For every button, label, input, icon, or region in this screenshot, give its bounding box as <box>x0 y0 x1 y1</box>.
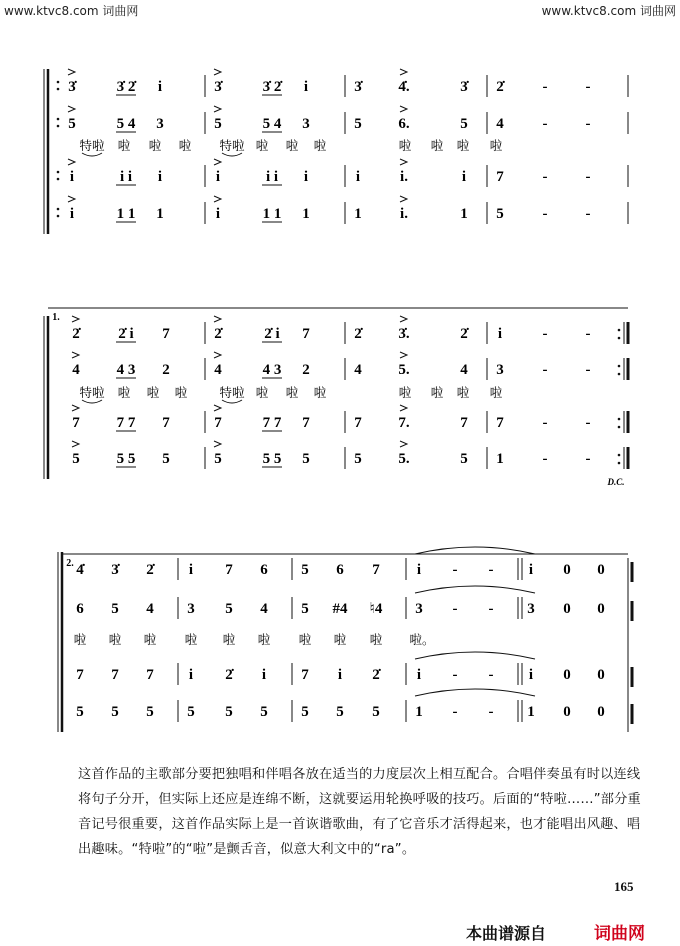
note: 5 <box>162 451 170 467</box>
note: 7 <box>72 415 80 431</box>
note: i <box>528 667 534 683</box>
repeat-dot <box>57 118 60 121</box>
note: 5 5 <box>262 451 282 467</box>
note: 5 <box>111 601 119 617</box>
note: 1 1 <box>116 206 136 222</box>
footer-brand-link[interactable]: 词曲网 <box>594 924 645 944</box>
lyric-syllable: 啦 <box>313 385 327 400</box>
note: 1 <box>460 206 468 222</box>
lyric-syllable: 啦 <box>257 632 271 647</box>
repeat-dot <box>618 365 621 368</box>
note: i <box>188 562 194 578</box>
note: 7 <box>496 169 504 185</box>
note: 0 <box>597 667 605 683</box>
note: 7 <box>111 667 119 683</box>
note: 3 <box>527 601 535 617</box>
note: 5 <box>68 116 76 132</box>
lyric-syllable: 啦 <box>184 632 198 647</box>
repeat-dot <box>57 215 60 218</box>
lyric-slur <box>82 400 102 403</box>
note: 0 <box>597 562 605 578</box>
lyric-slur <box>222 400 242 403</box>
note: - <box>585 169 591 185</box>
note: 7 <box>162 415 170 431</box>
note: 7 <box>162 326 170 342</box>
note: 5 <box>301 704 309 720</box>
repeat-dot <box>618 454 621 457</box>
tie-arc <box>415 689 535 696</box>
note: 7 <box>302 415 310 431</box>
note: 4 <box>214 362 222 378</box>
note: 0 <box>563 562 571 578</box>
volta-label: 2. <box>66 558 74 569</box>
note: - <box>542 169 548 185</box>
note: 7 <box>460 415 468 431</box>
note: 2̇ <box>372 667 380 683</box>
note: 3̇. <box>398 326 410 342</box>
note: - <box>542 79 548 95</box>
note: i <box>157 169 163 185</box>
note: - <box>585 415 591 431</box>
accent-mark <box>72 352 79 358</box>
note: i <box>303 169 309 185</box>
lyric-syllable: 啦 <box>73 632 87 647</box>
note: 5 <box>336 704 344 720</box>
accent-mark <box>400 441 407 447</box>
note: 7. <box>398 415 410 431</box>
lyric-syllable: 啦 <box>398 138 412 153</box>
lyric-syllable: 啦 <box>117 385 131 400</box>
lyric-syllable: 啦 <box>255 138 269 153</box>
note: 5 <box>354 116 362 132</box>
note: i <box>461 169 467 185</box>
note: 2̇ i <box>118 326 134 342</box>
note: 0 <box>563 601 571 617</box>
note: i <box>69 169 75 185</box>
note: 3 <box>187 601 195 617</box>
lyric-syllable: 啦 <box>456 385 470 400</box>
note: 5 <box>225 601 233 617</box>
note: 5 <box>146 704 154 720</box>
repeat-dot <box>57 81 60 84</box>
commentary-paragraph <box>78 762 648 862</box>
note: 4̇ <box>76 562 84 578</box>
note: 3̇ <box>111 562 119 578</box>
tie-arc <box>415 652 535 659</box>
note: 6. <box>398 116 410 132</box>
lyric-slur <box>82 153 102 156</box>
lyric-syllable: 啦 <box>313 138 327 153</box>
note: - <box>542 206 548 222</box>
accent-mark <box>214 441 221 447</box>
note: 3̇ 2̇ <box>262 79 282 95</box>
lyric-syllable: 啦 <box>456 138 470 153</box>
accent-mark <box>400 196 407 202</box>
note: 7 <box>372 562 380 578</box>
note: 1 <box>415 704 423 720</box>
note: 7 <box>354 415 362 431</box>
note: - <box>585 362 591 378</box>
note: i <box>157 79 163 95</box>
note: 4 <box>72 362 80 378</box>
lyric-syllable: 啦 <box>285 138 299 153</box>
note: 5 <box>302 451 310 467</box>
accent-mark <box>214 405 221 411</box>
accent-mark <box>400 106 407 112</box>
note: i <box>497 326 503 342</box>
note: 7 <box>302 326 310 342</box>
lyric-syllable: 啦 <box>148 138 162 153</box>
note: - <box>452 562 458 578</box>
note: 2̇ <box>460 326 468 342</box>
note: 5 <box>225 704 233 720</box>
lyric-syllable: 啦 <box>222 632 236 647</box>
lyric-syllable: 特啦 <box>79 138 105 153</box>
note: 5 <box>372 704 380 720</box>
note: 5 <box>460 116 468 132</box>
footer-source-label: 本曲谱源自 <box>466 924 547 943</box>
note: - <box>542 326 548 342</box>
note: #4 <box>332 601 348 617</box>
note: i <box>528 562 534 578</box>
note: 1 1 <box>262 206 282 222</box>
note: 0 <box>563 667 571 683</box>
note: 3̇ <box>460 79 468 95</box>
repeat-dot <box>57 125 60 128</box>
note: 1 <box>302 206 310 222</box>
note: 2̇ <box>225 667 233 683</box>
note: 4 <box>354 362 362 378</box>
note: i <box>261 667 267 683</box>
note: 4 <box>260 601 268 617</box>
note: 3 <box>496 362 504 378</box>
note: 1 <box>354 206 362 222</box>
accent-mark <box>68 69 75 75</box>
note: 7 7 <box>116 415 136 431</box>
lyric-syllable: 啦 <box>489 385 503 400</box>
lyric-syllable: 特啦 <box>79 385 105 400</box>
page-number: 165 <box>614 879 634 894</box>
note: i. <box>400 206 408 222</box>
note: - <box>542 116 548 132</box>
note: - <box>585 206 591 222</box>
note: 1 <box>156 206 164 222</box>
note: - <box>452 667 458 683</box>
commentary-text: 这首作品的主歌部分要把独唱和伴唱各放在适当的力度层次上相互配合。合唱伴奏虽有时以连线将句子分开，但实际上还应是连绵不断，这就要运用轮换呼吸的技巧。后面的“特啦……”部分重音记号很重要，这首作品实际上是一首诙谐歌曲，有了它音乐才活得起来，也才能唱出风趣、唱出趣味。“特啦”的“啦”是颤舌音，似意大利文中的“ra”。 <box>78 767 641 857</box>
tie-arc <box>415 586 535 593</box>
note: 7 <box>214 415 222 431</box>
accent-mark <box>72 405 79 411</box>
lyric-syllable: 啦 <box>398 385 412 400</box>
note: 5. <box>398 362 410 378</box>
lyric-syllable: 啦。 <box>409 632 435 647</box>
lyric-syllable: 啦 <box>143 632 157 647</box>
accent-mark <box>214 106 221 112</box>
note: 2̇ i <box>264 326 280 342</box>
repeat-dot <box>57 178 60 181</box>
note: ♮4 <box>369 601 383 617</box>
note: 5 <box>301 562 309 578</box>
lyric-syllable: 啦 <box>430 138 444 153</box>
note: - <box>488 704 494 720</box>
note: 7 <box>496 415 504 431</box>
tie-arc <box>415 547 535 554</box>
note: i <box>355 169 361 185</box>
note: 3̇ <box>214 79 222 95</box>
accent-mark <box>400 159 407 165</box>
note: - <box>488 601 494 617</box>
note: 7 7 <box>262 415 282 431</box>
note: 5 <box>214 451 222 467</box>
note: - <box>585 116 591 132</box>
note: - <box>488 562 494 578</box>
lyric-syllable: 啦 <box>108 632 122 647</box>
note: 0 <box>597 601 605 617</box>
note: - <box>542 451 548 467</box>
note: 5 <box>496 206 504 222</box>
note: - <box>585 451 591 467</box>
repeat-dot <box>57 88 60 91</box>
accent-mark <box>68 159 75 165</box>
repeat-dot <box>618 373 621 376</box>
lyric-syllable: 啦 <box>489 138 503 153</box>
note: 6 <box>76 601 84 617</box>
note: 2̇ <box>354 326 362 342</box>
note: 4 3 <box>116 362 136 378</box>
note: i <box>303 79 309 95</box>
watermark-right: www.ktvc8.com 词曲网 <box>541 4 676 18</box>
note: 4 <box>460 362 468 378</box>
note: i <box>416 667 422 683</box>
note: - <box>452 704 458 720</box>
note: - <box>585 326 591 342</box>
accent-mark <box>214 69 221 75</box>
accent-mark <box>214 316 221 322</box>
note: - <box>585 79 591 95</box>
note: i <box>215 169 221 185</box>
note: 5 <box>260 704 268 720</box>
note: 0 <box>563 704 571 720</box>
note: 4̇. <box>398 79 410 95</box>
note: 7 <box>225 562 233 578</box>
note: 5 <box>354 451 362 467</box>
note: i i <box>265 169 279 185</box>
accent-mark <box>68 196 75 202</box>
accent-mark <box>400 316 407 322</box>
repeat-dot <box>618 462 621 465</box>
lyric-syllable: 啦 <box>298 632 312 647</box>
repeat-dot <box>57 171 60 174</box>
volta-label: 1. <box>52 312 60 323</box>
note: i <box>416 562 422 578</box>
note: 5 <box>214 116 222 132</box>
watermark-left: www.ktvc8.com 词曲网 <box>4 4 139 18</box>
repeat-dot <box>618 329 621 332</box>
accent-mark <box>400 405 407 411</box>
note: 2 <box>162 362 170 378</box>
note: 5 <box>301 601 309 617</box>
note: 3 <box>415 601 423 617</box>
note: 4 <box>496 116 504 132</box>
note: 1 <box>496 451 504 467</box>
note: 6 <box>260 562 268 578</box>
note: 5 5 <box>116 451 136 467</box>
lyric-syllable: 啦 <box>178 138 192 153</box>
note: 0 <box>597 704 605 720</box>
accent-mark <box>72 316 79 322</box>
note: - <box>542 415 548 431</box>
note: i <box>188 667 194 683</box>
note: 2̇ <box>146 562 154 578</box>
lyric-syllable: 啦 <box>255 385 269 400</box>
note: i <box>337 667 343 683</box>
note: 5 <box>187 704 195 720</box>
lyric-syllable: 啦 <box>369 632 383 647</box>
repeat-dot <box>618 337 621 340</box>
note: 5 4 <box>116 116 136 132</box>
note: 2̇ <box>496 79 504 95</box>
repeat-dot <box>618 418 621 421</box>
note: - <box>542 362 548 378</box>
note: i <box>215 206 221 222</box>
note: 5 4 <box>262 116 282 132</box>
note: 3 <box>302 116 310 132</box>
note: 1 <box>527 704 535 720</box>
note: 7 <box>76 667 84 683</box>
note: 7 <box>301 667 309 683</box>
accent-mark <box>214 196 221 202</box>
note: 7 <box>146 667 154 683</box>
lyric-syllable: 啦 <box>430 385 444 400</box>
accent-mark <box>214 352 221 358</box>
note: i i <box>119 169 133 185</box>
note: 4 3 <box>262 362 282 378</box>
note: 3 <box>156 116 164 132</box>
lyric-syllable: 啦 <box>117 138 131 153</box>
note: - <box>488 667 494 683</box>
note: 5 <box>76 704 84 720</box>
note: 2 <box>302 362 310 378</box>
note: 3̇ <box>354 79 362 95</box>
accent-mark <box>400 69 407 75</box>
lyric-syllable: 特啦 <box>219 385 245 400</box>
lyric-syllable: 啦 <box>333 632 347 647</box>
note: 2̇ <box>72 326 80 342</box>
note: 5. <box>398 451 410 467</box>
dc-marking: D.C. <box>607 477 625 487</box>
lyric-slur <box>222 153 242 156</box>
note: 2̇ <box>214 326 222 342</box>
accent-mark <box>68 106 75 112</box>
lyric-syllable: 啦 <box>174 385 188 400</box>
note: 5 <box>460 451 468 467</box>
lyric-syllable: 啦 <box>285 385 299 400</box>
accent-mark <box>72 441 79 447</box>
lyric-syllable: 啦 <box>146 385 160 400</box>
note: 3̇ 2̇ <box>116 79 136 95</box>
note: 5 <box>111 704 119 720</box>
note: 6 <box>336 562 344 578</box>
note: 4 <box>146 601 154 617</box>
accent-mark <box>214 159 221 165</box>
note: i. <box>400 169 408 185</box>
note: 3̇ <box>68 79 76 95</box>
repeat-dot <box>618 426 621 429</box>
note: i <box>69 206 75 222</box>
note: - <box>452 601 458 617</box>
repeat-dot <box>57 208 60 211</box>
accent-mark <box>400 352 407 358</box>
lyric-syllable: 特啦 <box>219 138 245 153</box>
note: 5 <box>72 451 80 467</box>
